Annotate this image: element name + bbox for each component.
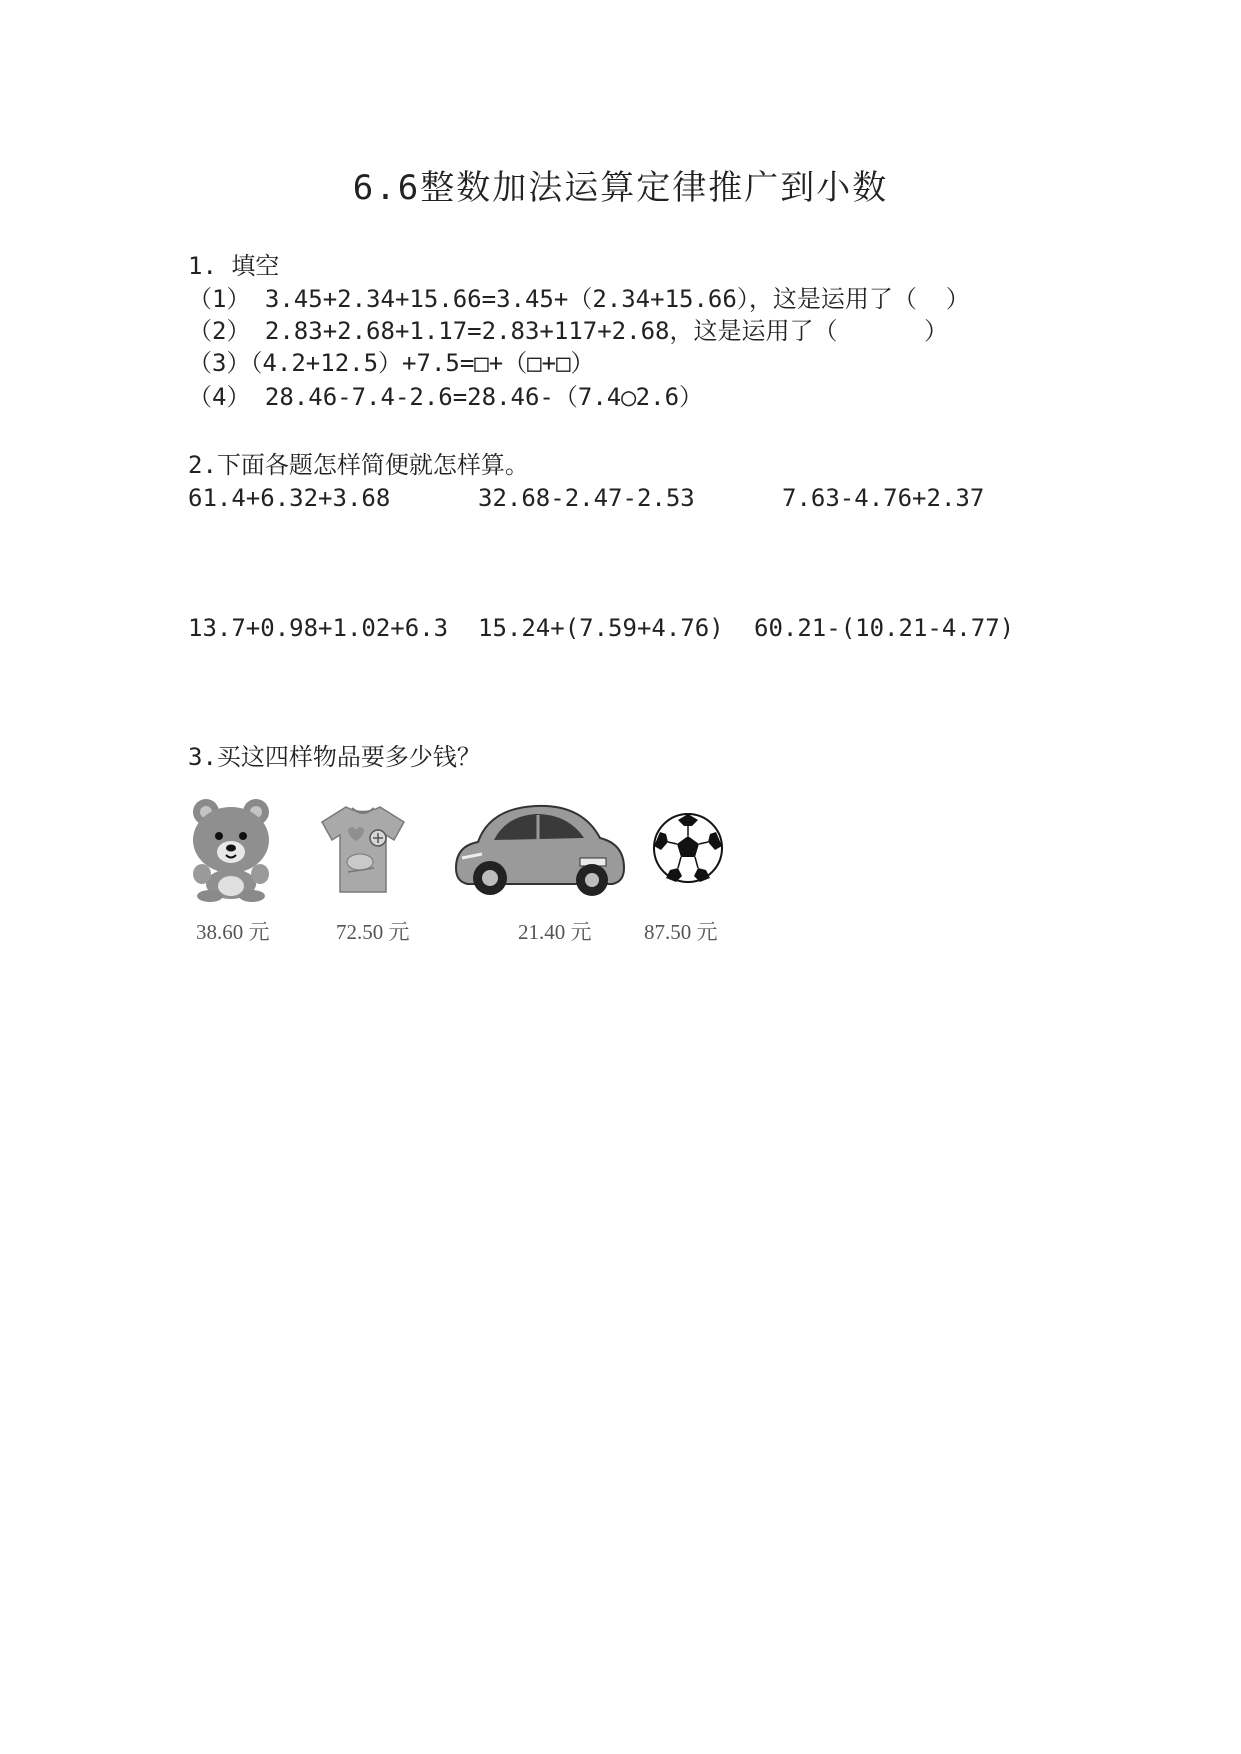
expression: 61.4+6.32+3.68 (188, 484, 391, 512)
toy-car-icon (452, 798, 628, 898)
teddy-bear-price: 38.60 元 (196, 920, 270, 944)
fill-item-4: （4） 28.46-7.4-2.6=28.46-（7.4◯2.6） (188, 383, 704, 411)
t-shirt-icon (318, 802, 408, 897)
fill-item-2: （2） 2.83+2.68+1.17=2.83+117+2.68，这是运用了（ ） (188, 317, 949, 345)
t-shirt-price: 72.50 元 (336, 920, 410, 944)
page-title: 6.6整数加法运算定律推广到小数 (352, 168, 889, 208)
soccer-ball-icon (652, 812, 724, 884)
toy-car-price: 21.40 元 (518, 920, 592, 944)
expression: 32.68-2.47-2.53 (478, 484, 695, 512)
expression: 15.24+(7.59+4.76) (478, 614, 724, 642)
expression-row-1 (188, 484, 985, 596)
teddy-bear-icon (186, 792, 276, 902)
expression: 13.7+0.98+1.02+6.3 (188, 614, 449, 642)
expression: 60.21-(10.21-4.77) (754, 614, 1015, 642)
expression-row-2 (188, 614, 1015, 726)
expression: 7.63-4.76+2.37 (782, 484, 985, 512)
section1-heading: 1. 填空 (188, 252, 280, 280)
section3-heading: 3.买这四样物品要多少钱？ (188, 743, 481, 771)
fill-item-1: （1） 3.45+2.34+15.66=3.45+（2.34+15.66），这是运用了（ ） (188, 285, 970, 313)
section2-heading: 2.下面各题怎样简便就怎样算。 (188, 451, 529, 479)
fill-item-3: （3）（4.2+12.5）+7.5=□+（□+□） (188, 349, 595, 377)
soccer-ball-price: 87.50 元 (644, 920, 718, 944)
